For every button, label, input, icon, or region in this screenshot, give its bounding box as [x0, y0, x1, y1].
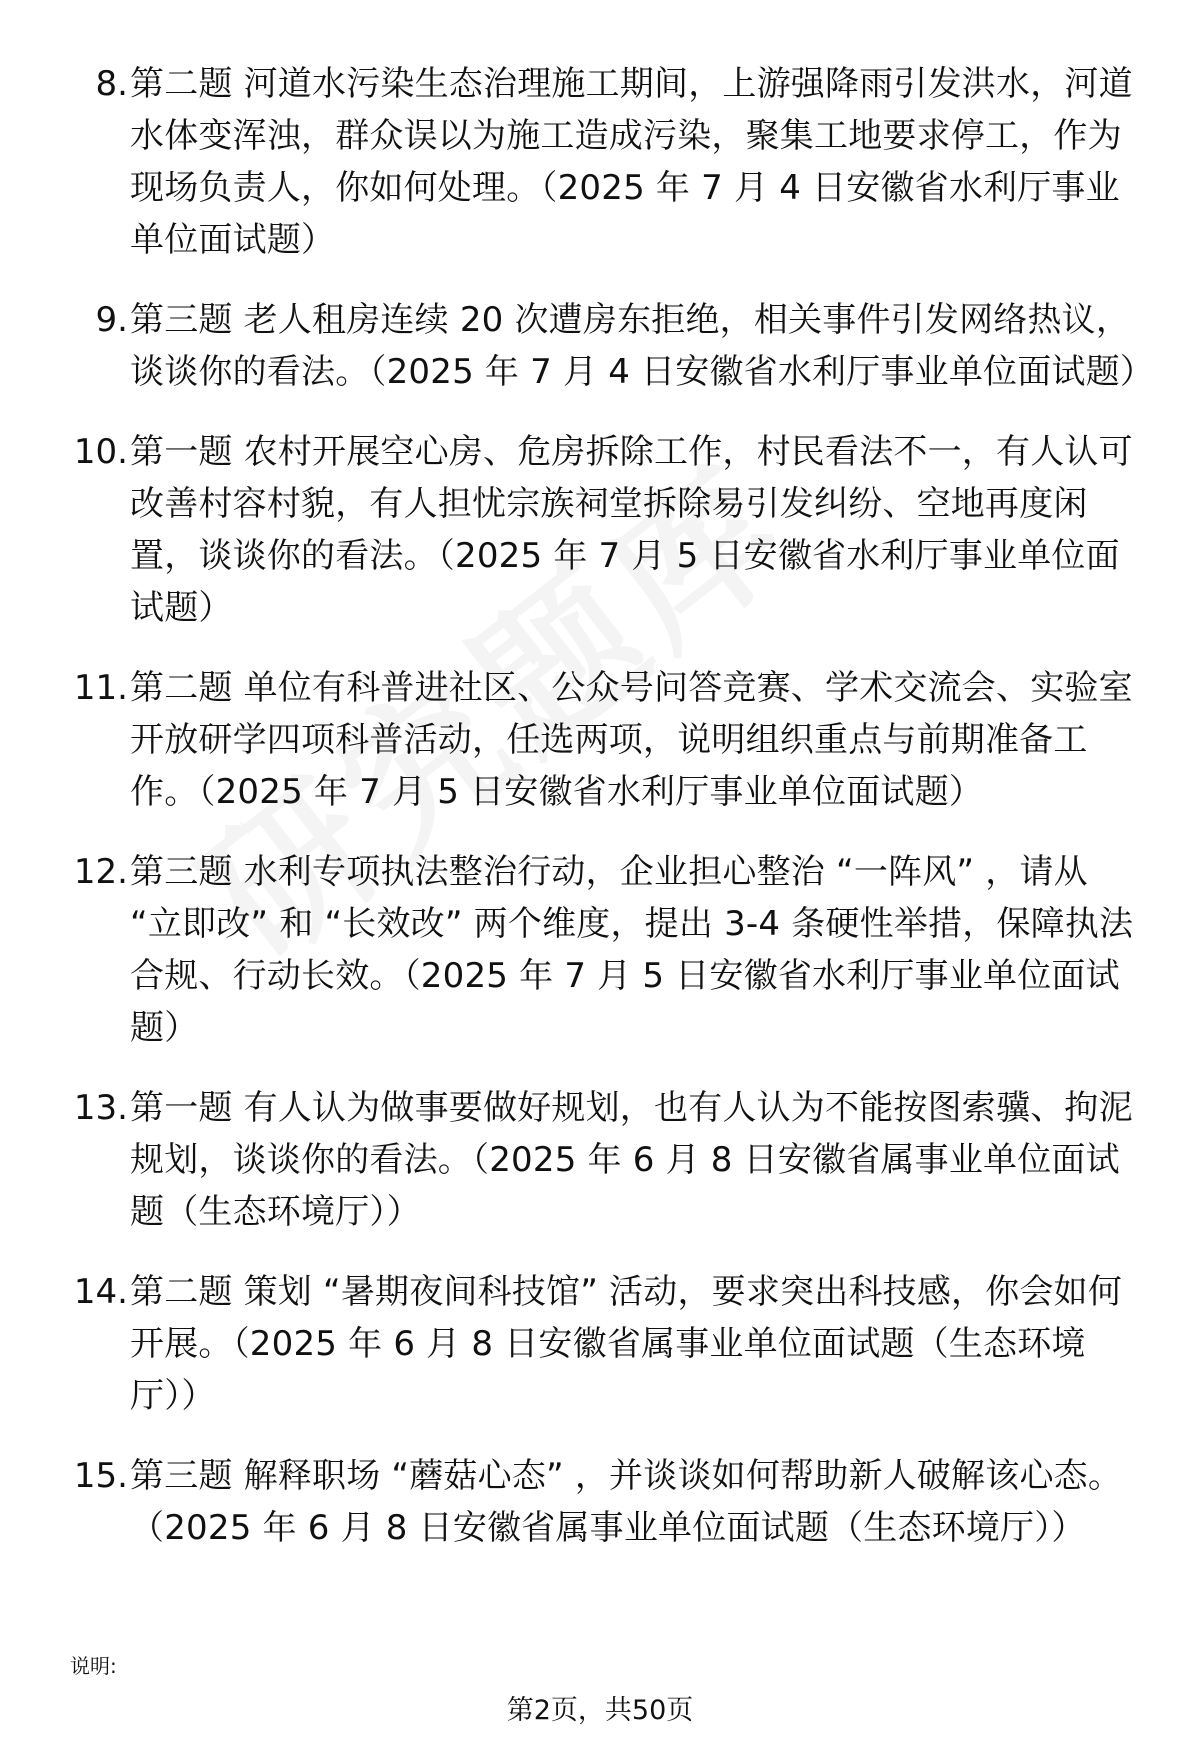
question-item	[40, 846, 1150, 1054]
question-text: 第二题 单位有科普进社区、公众号问答竞赛、学术交流会、实验室开放研学四项科普活动，任选两项，说明组织重点与前期准备工作。（2025 年 7 月 5 日安徽省水利厅事业单位面试题）	[130, 668, 1133, 812]
question-text: 第三题 水利专项执法整治行动，企业担心整治 “一阵风” ，请从 “立即改” 和 “长效改” 两个维度，提出 3-4 条硬性举措，保障执法合规、行动长效。（2025 年 7 月 5 日安徽省水利厅事业单位面试题）	[130, 852, 1134, 1048]
question-number: 8.	[95, 64, 128, 104]
question-item	[40, 1082, 1150, 1238]
question-item	[40, 1266, 1150, 1422]
question-list	[40, 58, 1155, 1582]
question-number: 15.	[73, 1456, 128, 1496]
question-item	[40, 58, 1150, 266]
question-number: 14.	[73, 1272, 128, 1312]
question-text: 第三题 解释职场 “蘑菇心态” ，并谈谈如何帮助新人破解该心态。（2025 年 6 月 8 日安徽省属事业单位面试题（生态环境厅））	[130, 1456, 1123, 1548]
question-item	[40, 662, 1150, 818]
question-number: 13.	[73, 1088, 128, 1128]
question-item	[40, 426, 1150, 634]
question-text: 第二题 河道水污染生态治理施工期间，上游强降雨引发洪水，河道水体变浑浊，群众误以为施工造成污染，聚集工地要求停工，作为现场负责人，你如何处理。（2025 年 7 月 4 日安徽省水利厅事业单位面试题）	[130, 64, 1133, 260]
question-text: 第一题 有人认为做事要做好规划，也有人认为不能按图索骥、拘泥规划，谈谈你的看法。（2025 年 6 月 8 日安徽省属事业单位面试题（生态环境厅））	[130, 1088, 1133, 1232]
question-text: 第一题 农村开展空心房、危房拆除工作，村民看法不一，有人认可改善村容村貌，有人担忧宗族祠堂拆除易引发纠纷、空地再度闲置，谈谈你的看法。（2025 年 7 月 5 日安徽省水利厅事业单位面试题）	[130, 432, 1133, 628]
question-text: 第三题 老人租房连续 20 次遭房东拒绝，相关事件引发网络热议，谈谈你的看法。（2025 年 7 月 4 日安徽省水利厅事业单位面试题）	[130, 300, 1155, 392]
question-item	[40, 1450, 1150, 1554]
note-label: 说明:	[70, 1654, 117, 1678]
question-item	[40, 294, 1155, 398]
question-number: 12.	[73, 852, 128, 892]
page-indicator: 第2页，共50页	[506, 1695, 694, 1726]
question-number: 9.	[95, 300, 128, 340]
question-text: 第二题 策划 “暑期夜间科技馆” 活动，要求突出科技感，你会如何开展。（2025 年 6 月 8 日安徽省属事业单位面试题（生态环境厅））	[130, 1272, 1123, 1416]
question-number: 10.	[73, 432, 128, 472]
question-number: 11.	[73, 668, 128, 708]
